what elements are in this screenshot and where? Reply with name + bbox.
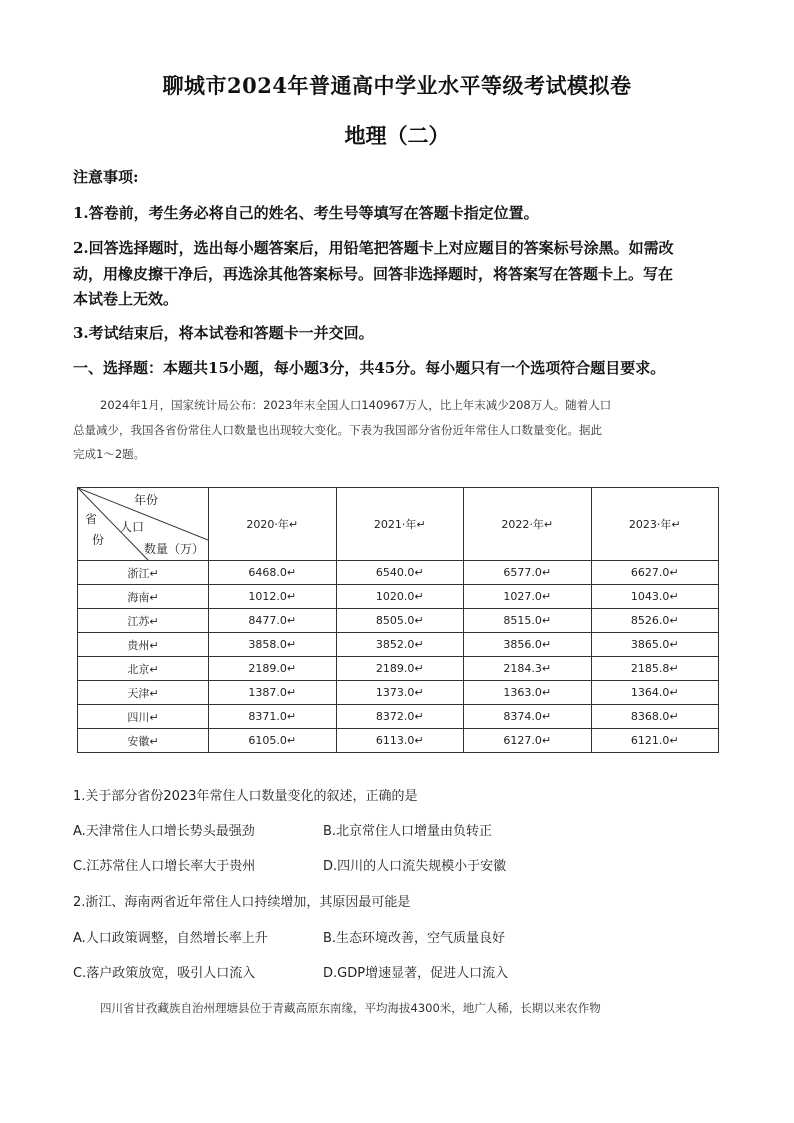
question-2-option-d: D.GDP增速显著，促进人口流入 [323, 966, 509, 981]
province-cell: 贵州↵ [78, 633, 209, 657]
value-cell: 3858.0↵ [209, 633, 337, 657]
corner-label-population: 人口 [120, 520, 145, 534]
value-cell: 2184.3↵ [464, 657, 592, 681]
value-cell: 1020.0↵ [336, 585, 464, 609]
notice-item-1: 1.答卷前，考生务必将自己的姓名、考生号等填写在答题卡指定位置。 [73, 204, 539, 222]
province-cell: 江苏↵ [78, 609, 209, 633]
province-cell: 浙江↵ [78, 561, 209, 585]
table-row [78, 585, 719, 609]
passage-next-line-1: 四川省甘孜藏族自治州理塘县位于青藏高原东南缘，平均海拔4300米，地广人稀，长期以来农作物 [100, 1001, 601, 1015]
year-header: 2021·年↵ [336, 488, 464, 561]
province-cell: 安徽↵ [78, 729, 209, 753]
question-1-option-b: B.北京常住人口增量由负转正 [323, 824, 493, 839]
value-cell: 2189.0↵ [209, 657, 337, 681]
value-cell: 2189.0↵ [336, 657, 464, 681]
province-cell: 海南↵ [78, 585, 209, 609]
notice-item-2-line-2: 动，用橡皮擦干净后，再选涂其他答案标号。回答非选择题时，将答案写在答题卡上。写在 [73, 265, 674, 283]
table-row [78, 657, 719, 681]
province-cell: 天津↵ [78, 681, 209, 705]
notice-heading: 注意事项: [73, 168, 139, 186]
value-cell: 8374.0↵ [464, 705, 592, 729]
value-cell: 6468.0↵ [209, 561, 337, 585]
corner-label-province: 省 [85, 512, 98, 526]
corner-label-province-2: 份 [92, 533, 105, 547]
value-cell: 1387.0↵ [209, 681, 337, 705]
table-header-row [78, 488, 719, 561]
notice-item-2-line-3: 本试卷上无效。 [73, 290, 179, 308]
question-2-stem: 2.浙江、海南两省近年常住人口持续增加，其原因最可能是 [73, 895, 411, 910]
table-row [78, 561, 719, 585]
value-cell: 1043.0↵ [591, 585, 719, 609]
table-row [78, 729, 719, 753]
passage-line-2: 总量减少，我国各省份常住人口数量也出现较大变化。下表为我国部分省份近年常住人口数量变化。据此 [73, 423, 602, 437]
year-header: 2020·年↵ [209, 488, 337, 561]
value-cell: 1363.0↵ [464, 681, 592, 705]
value-cell: 8526.0↵ [591, 609, 719, 633]
value-cell: 6127.0↵ [464, 729, 592, 753]
exam-subtitle: 地理（二） [344, 123, 450, 148]
notice-item-2-line-1: 2.回答选择题时，选出每小题答案后，用铅笔把答题卡上对应题目的答案标号涂黑。如需改 [73, 239, 674, 257]
passage-line-1: 2024年1月，国家统计局公布：2023年末全国人口140967万人，比上年末减少208万人。随着人口 [100, 398, 612, 412]
year-header: 2023·年↵ [591, 488, 719, 561]
value-cell: 3852.0↵ [336, 633, 464, 657]
value-cell: 8372.0↵ [336, 705, 464, 729]
corner-label-year: 年份 [134, 493, 159, 507]
value-cell: 1364.0↵ [591, 681, 719, 705]
value-cell: 1027.0↵ [464, 585, 592, 609]
question-2-option-b: B.生态环境改善，空气质量良好 [323, 931, 506, 946]
table-row [78, 681, 719, 705]
value-cell: 3865.0↵ [591, 633, 719, 657]
value-cell: 6540.0↵ [336, 561, 464, 585]
table-row [78, 705, 719, 729]
question-1-stem: 1.关于部分省份2023年常住人口数量变化的叙述，正确的是 [73, 789, 418, 804]
exam-title: 聊城市2024年普通高中学业水平等级考试模拟卷 [162, 73, 632, 98]
table-corner-cell [78, 488, 209, 561]
population-table [77, 487, 719, 753]
value-cell: 8368.0↵ [591, 705, 719, 729]
passage-line-3: 完成1～2题。 [73, 447, 146, 461]
question-2-option-c: C.落户政策放宽，吸引人口流入 [73, 966, 256, 981]
value-cell: 8505.0↵ [336, 609, 464, 633]
notice-item-3: 3.考试结束后，将本试卷和答题卡一并交回。 [73, 324, 374, 342]
corner-label-unit: 数量（万） [144, 542, 205, 556]
table-row [78, 633, 719, 657]
value-cell: 8515.0↵ [464, 609, 592, 633]
value-cell: 2185.8↵ [591, 657, 719, 681]
value-cell: 8477.0↵ [209, 609, 337, 633]
value-cell: 6105.0↵ [209, 729, 337, 753]
value-cell: 1373.0↵ [336, 681, 464, 705]
value-cell: 6577.0↵ [464, 561, 592, 585]
question-1-option-d: D.四川的人口流失规模小于安徽 [323, 859, 507, 874]
section-heading-choice: 一、选择题：本题共15小题，每小题3分，共45分。每小题只有一个选项符合题目要求。 [73, 359, 666, 377]
value-cell: 6113.0↵ [336, 729, 464, 753]
value-cell: 3856.0↵ [464, 633, 592, 657]
value-cell: 8371.0↵ [209, 705, 337, 729]
province-cell: 北京↵ [78, 657, 209, 681]
province-cell: 四川↵ [78, 705, 209, 729]
question-1-option-a: A.天津常住人口增长势头最强劲 [73, 824, 255, 839]
question-2-option-a: A.人口政策调整，自然增长率上升 [73, 931, 268, 946]
value-cell: 6121.0↵ [591, 729, 719, 753]
table-row [78, 609, 719, 633]
question-1-option-c: C.江苏常住人口增长率大于贵州 [73, 859, 256, 874]
value-cell: 6627.0↵ [591, 561, 719, 585]
year-header: 2022·年↵ [464, 488, 592, 561]
value-cell: 1012.0↵ [209, 585, 337, 609]
